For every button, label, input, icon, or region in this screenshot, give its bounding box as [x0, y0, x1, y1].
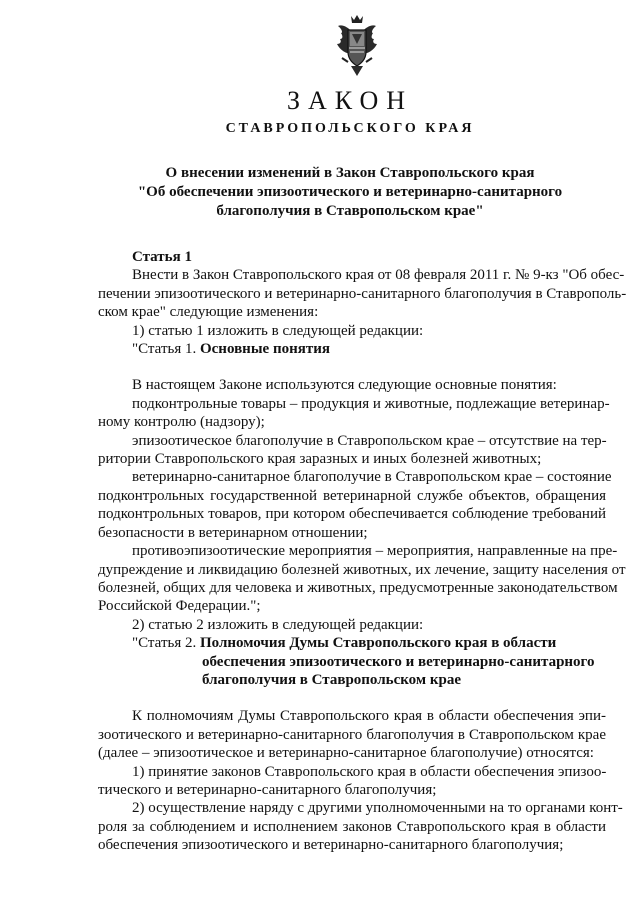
power-item-2 — [98, 799, 623, 854]
text-line: подконтрольные товары – продукция и животные, подлежащие ветеринар- — [132, 395, 610, 412]
region-title: СТАВРОПОЛЬСКОГО КРАЯ — [225, 121, 475, 136]
text-line: К полномочиям Думы Ставропольского края в области обеспечения эпи- — [132, 708, 606, 725]
text-line: эпизоотическое благополучие в Ставропольском крае – отсутствие на тер- — [132, 432, 607, 449]
law-title: ЗАКОН — [286, 86, 414, 115]
new-article-1-heading — [98, 340, 606, 358]
text-line: Российской Федерации."; — [98, 598, 261, 615]
text-line: 2) осуществление наряду с другими уполномоченными на то органами конт- — [132, 800, 623, 817]
text-line: дупреждение и ликвидацию болезней животных, их лечение, защиту населения от — [98, 561, 626, 578]
definition-epizootic-wellbeing — [98, 432, 606, 469]
subtitle-line: "Об обеспечении эпизоотического и ветеринарно-санитарного — [137, 184, 563, 200]
text-line: ному контролю (надзору); — [98, 414, 265, 431]
article-prefix: "Статья 1. — [132, 341, 200, 358]
article-1-heading: Статья 1 — [132, 249, 192, 265]
text-line: обеспечения эпизоотического и ветеринарно-санитарного благополучия; — [98, 837, 564, 854]
article-title-continued: благополучия в Ставропольском крае — [202, 671, 462, 688]
amendment-intro — [98, 266, 627, 321]
text-line: роля за соблюдением и исполнением законов Ставропольского края в области — [98, 818, 606, 835]
coat-of-arms-emblem — [334, 14, 380, 78]
article-title: Основные понятия — [199, 341, 330, 358]
law-subtitle — [110, 164, 590, 221]
item-1: 1) статью 1 изложить в следующей редакции: — [132, 322, 424, 339]
law-body — [98, 248, 627, 855]
concepts-intro: В настоящем Законе используются следующие основные понятия: — [132, 377, 557, 394]
article-title-continued: обеспечения эпизоотического и ветеринарно-санитарного — [202, 653, 595, 670]
power-item-1 — [98, 763, 606, 800]
definition-veterinary-sanitary-wellbeing — [98, 468, 612, 542]
subtitle-line: О внесении изменений в Закон Ставропольского края — [165, 165, 535, 181]
article-prefix: "Статья 2. — [132, 635, 200, 652]
text-line: ском крае" следующие изменения: — [98, 304, 319, 321]
subtitle-line: благополучия в Ставропольском крае" — [216, 203, 484, 219]
item-2: 2) статью 2 изложить в следующей редакции: — [132, 616, 424, 633]
definition-controlled-goods — [98, 395, 610, 432]
text-line: 1) принятие законов Ставропольского края в области обеспечения эпизоо- — [132, 763, 607, 780]
new-article-2-heading — [98, 634, 606, 652]
text-line: безопасности в ветеринарном отношении; — [98, 524, 368, 541]
powers-intro — [98, 707, 606, 762]
text-line: болезней, общих для человека и животных, предусмотренные законодательством — [98, 579, 618, 596]
text-line: печении эпизоотического и ветеринарно-санитарного благополучия в Ставрополь- — [98, 285, 627, 302]
text-line: тического и ветеринарно-санитарного благополучия; — [98, 781, 437, 798]
text-line: противоэпизоотические мероприятия – мероприятия, направленные на пре- — [132, 543, 618, 560]
text-line: Внести в Закон Ставропольского края от 08 февраля 2011 г. № 9-кз "Об обес- — [132, 267, 625, 284]
text-line: ритории Ставропольского края заразных и иных болезней животных; — [98, 451, 542, 468]
text-line: зоотического и ветеринарно-санитарного благополучия в Ставропольском крае — [98, 726, 606, 743]
text-line: подконтрольных государственной ветеринарной службе объектов, обращения — [98, 487, 606, 504]
article-title: Полномочия Думы Ставропольского края в области — [199, 635, 557, 652]
definition-anti-epizootic-measures — [98, 542, 626, 616]
text-line: ветеринарно-санитарное благополучие в Ставропольском крае – состояние — [132, 469, 612, 486]
text-line: подконтрольных товаров, при котором обеспечивается соблюдение требований — [98, 506, 606, 523]
text-line: (далее – эпизоотическое и ветеринарно-санитарное благополучие) относятся: — [98, 745, 594, 762]
